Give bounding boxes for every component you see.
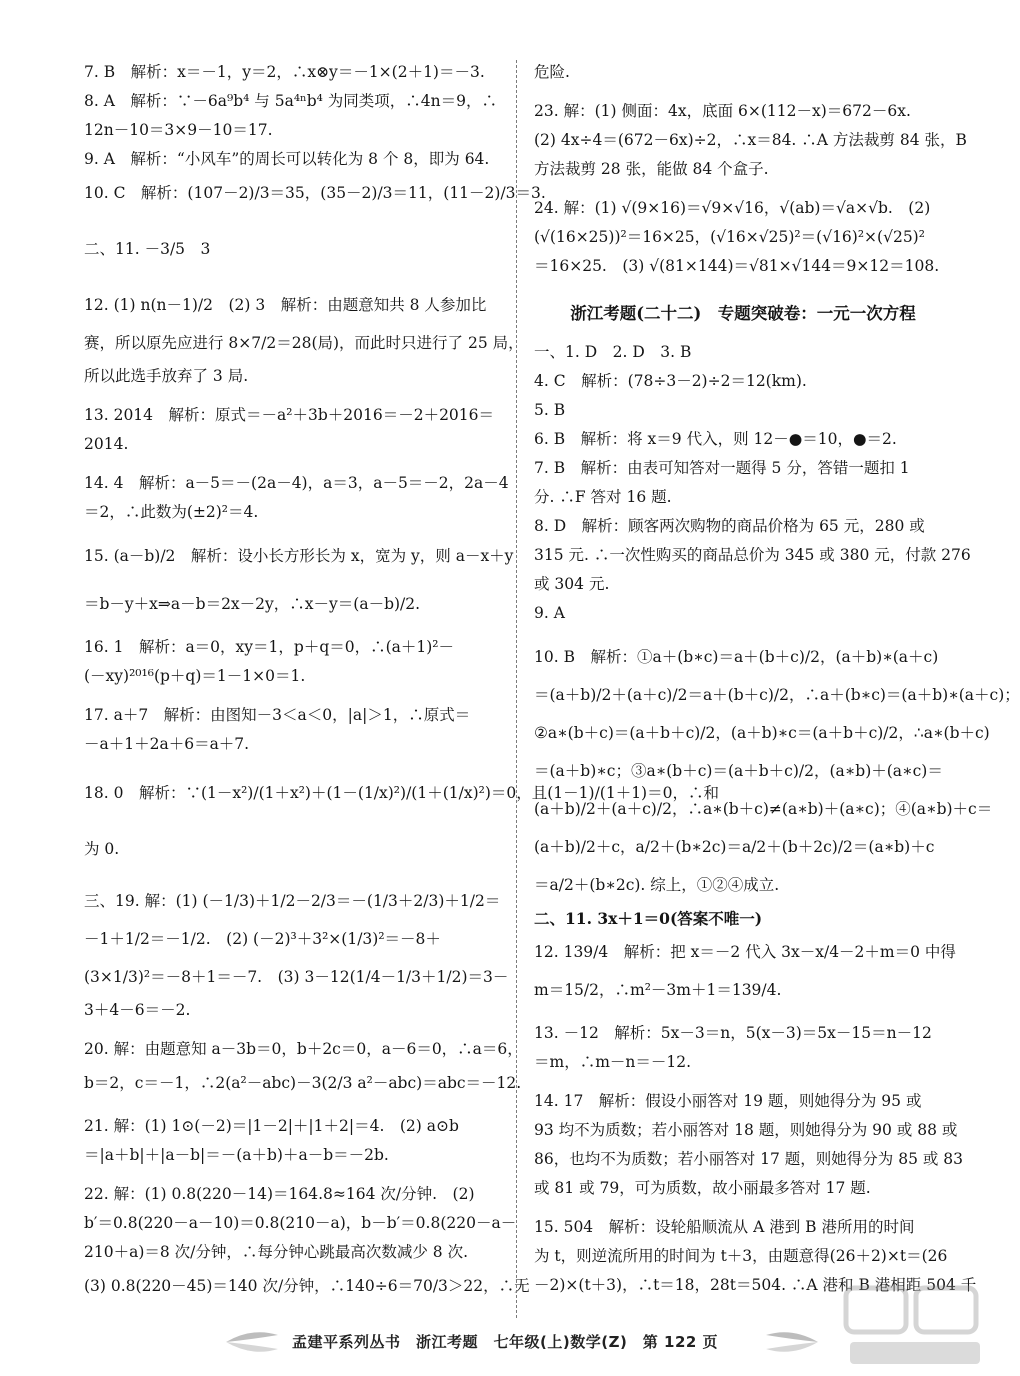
answer-line: 8. A 解析：∵－6a⁹b⁴ 与 5a⁴ⁿb⁴ 为同类项，∴4n＝9，∴	[84, 92, 498, 110]
answer-line: 5. B	[534, 401, 566, 419]
spacer	[84, 527, 496, 537]
answer-line: 21. 解：(1) 1⊙(－2)＝|1－2|＋|1＋2|＝4. (2) a⊙b	[84, 1117, 459, 1135]
answer-line: 15. (a－b)/2 解析：设小长方形长为 x，宽为 y，则 a－x＋y	[84, 547, 514, 565]
spacer	[84, 691, 496, 701]
answer-line: 一、1. D 2. D 3. B	[534, 343, 692, 361]
answer-line: b＝2，c＝－1，∴2(a²－abc)－3(2/3 a²－abc)＝abc＝－12.	[84, 1074, 522, 1092]
answer-line: (3×1/3)²＝－8＋1＝－7. (3) 3－12(1/4－1/3＋1/2)＝3－	[84, 968, 509, 986]
footer-text: 孟建平系列丛书 浙江考题 七年级(上)数学(Z) 第 122 页	[292, 1333, 719, 1351]
spacer	[84, 459, 496, 469]
spacer	[84, 212, 496, 230]
answer-line: (2) 4x÷4＝(672－6x)÷2，∴x＝84. ∴A 方法裁剪 84 张，B	[534, 131, 967, 149]
answer-line: (√(16×25))²＝16×25，(√16×√25)²＝(√16)²×(√25)²	[534, 228, 925, 246]
answer-line: 7. B 解析：由表可知答对一题得 5 分，答错一题扣 1	[534, 459, 910, 477]
answer-line: 3＋4－6＝－2.	[84, 1001, 191, 1019]
spacer	[534, 628, 952, 638]
answer-line: 20. 解：由题意知 a－3b＝0，b＋2c＝0，a－6＝0，∴a＝6，	[84, 1040, 523, 1058]
answer-line: 13. －12 解析：5x－3＝n，5(x－3)＝5x－15＝n－12	[534, 1024, 932, 1042]
answer-line: 14. 17 解析：假设小丽答对 19 题，则她得分为 95 或	[534, 1092, 922, 1110]
watermark-logo	[840, 1280, 990, 1372]
answer-line: 危险.	[534, 63, 570, 81]
answer-line: 16. 1 解析：a＝0，xy＝1，p＋q＝0，∴(a＋1)²－	[84, 638, 455, 656]
answer-line: 分. ∴F 答对 16 题.	[534, 488, 672, 506]
answer-line: 18. 0 解析：∵(1－x²)/(1＋x²)＋(1－(1/x)²)/(1＋(1/x)²)＝0，且(1－1)/(1＋1)＝0，∴和	[84, 784, 719, 802]
answer-line: 14. 4 解析：a－5＝－(2a－4)，a＝3，a－5＝－2，2a－4	[84, 474, 509, 492]
answer-line: (3) 0.8(220－45)＝140 次/分钟，∴140÷6＝70/3＞22，∴无	[84, 1277, 530, 1295]
answer-line: 4. C 解析：(78÷3－2)÷2＝12(km).	[534, 372, 807, 390]
answer-line: (a＋b)/2＋(a＋c)/2，∴a∗(b＋c)≠(a∗b)＋(a∗c)；④(a∗b)＋c＝	[534, 800, 993, 818]
answer-line: 或 304 元.	[534, 575, 610, 593]
answer-line: ＝a/2＋(b∗2c). 综上，①②④成立.	[534, 876, 780, 894]
section-title: 浙江考题(二十二) 专题突破卷：一元一次方程	[570, 304, 916, 323]
answer-line: 9. A 解析：“小风车”的周长可以转化为 8 个 8，即为 64.	[84, 150, 490, 168]
answer-line: 210＋a)＝8 次/分钟，∴每分钟心跳最高次数减少 8 次.	[84, 1243, 469, 1261]
answer-line: 9. A	[534, 604, 565, 622]
answer-line: 12n－10＝3×9－10＝17.	[84, 121, 273, 139]
spacer	[84, 1102, 496, 1112]
answer-line: 7. B 解析：x＝－1，y＝2，∴x⊗y＝－1×(2＋1)＝－3.	[84, 63, 485, 81]
answer-line: 6. B 解析：将 x＝9 代入，则 12－●＝10，●＝2.	[534, 430, 897, 448]
answer-line: 17. a＋7 解析：由图知－3＜a＜0，|a|＞1，∴原式＝	[84, 706, 471, 724]
answer-line: 为 t，则逆流所用的时间为 t＋3，由题意得(26＋2)×t＝(26	[534, 1247, 948, 1265]
spacer	[84, 759, 496, 769]
spacer	[534, 328, 952, 338]
spacer	[84, 268, 496, 286]
answer-line: (a＋b)/2＋c，a/2＋(b∗2c)＝a/2＋(b＋2c)/2＝(a∗b)＋c	[534, 838, 935, 856]
answer-line: 22. 解：(1) 0.8(220－14)＝164.8≈164 次/分钟. (2)	[84, 1185, 475, 1203]
answer-line: ＝m，∴m－n＝－12.	[534, 1053, 692, 1071]
answer-line: 86，也均不为质数；若小丽答对 17 题，则她得分为 85 或 83	[534, 1150, 964, 1168]
answer-line: ＝(a＋b)/2＋(a＋c)/2＝a＋(b＋c)/2，∴a＋(b∗c)＝(a＋b)∗(a＋c)；	[534, 686, 1020, 704]
answer-line: b′＝0.8(220－a－10)＝0.8(210－a)，b－b′＝0.8(220－a－	[84, 1214, 517, 1232]
spacer	[534, 281, 952, 299]
answer-line: 方法裁剪 28 张，能做 84 个盒子.	[534, 160, 769, 178]
spacer	[84, 1025, 496, 1035]
spacer	[84, 864, 496, 882]
answer-line: 93 均不为质数；若小丽答对 18 题，则她得分为 90 或 88 或	[534, 1121, 958, 1139]
answer-line: 315 元. ∴一次性购买的商品总价为 345 或 380 元，付款 276	[534, 546, 971, 564]
answer-line: －2)×(t＋3)，∴t＝18，28t＝504. ∴A 港和 B 港相距 504 千	[534, 1276, 977, 1294]
answer-line: 三、19. 解：(1) (－1/3)＋1/2－2/3＝－(1/3＋2/3)＋1/2＝	[84, 892, 501, 910]
answer-line: ＝|a＋b|＋|a－b|＝－(a＋b)＋a－b＝－2b.	[84, 1146, 389, 1164]
spacer	[534, 87, 952, 97]
spacer	[84, 817, 496, 835]
answer-line: －1＋1/2＝－1/2. (2) (－2)³＋3²×(1/3)²＝－8＋	[84, 930, 441, 948]
spacer	[534, 1203, 952, 1213]
answer-line: ＝2，∴此数为(±2)²＝4.	[84, 503, 259, 521]
right-column	[534, 58, 1020, 1300]
answer-line: 或 81 或 79，可为质数，故小丽最多答对 17 题.	[534, 1179, 871, 1197]
answer-line: ＝b－y＋x⇒a－b＝2x－2y，∴x－y＝(a－b)/2.	[84, 595, 421, 613]
answer-line: －a＋1＋2a＋6＝a＋7.	[84, 735, 250, 753]
spacer	[534, 184, 952, 194]
answer-line: (－xy)²⁰¹⁶(p＋q)＝1－1×0＝1.	[84, 667, 306, 685]
column-divider	[516, 60, 517, 1318]
spacer	[84, 391, 496, 401]
answer-line: 12. (1) n(n－1)/2 (2) 3 解析：由题意知共 8 人参加比	[84, 296, 487, 314]
spacer	[84, 575, 496, 585]
answer-line: 12. 139/4 解析：把 x＝－2 代入 3x－x/4－2＋m＝0 中得	[534, 943, 956, 961]
answer-line: 二、11. －3/5 3	[84, 240, 211, 258]
answer-line: ＝16×25. (3) √(81×144)＝√81×√144＝9×12＝108.	[534, 257, 940, 275]
spacer	[84, 1170, 496, 1180]
answer-line: 10. C 解析：(107－2)/3＝35，(35－2)/3＝11，(11－2)/3＝3.	[84, 184, 546, 202]
answer-line: ＝(a＋b)∗c；③a∗(b＋c)＝(a＋b＋c)/2，(a∗b)＋(a∗c)＝	[534, 762, 943, 780]
answer-line: m＝15/2，∴m²－3m＋1＝139/4.	[534, 981, 782, 999]
answer-line: 10. B 解析：①a＋(b∗c)＝a＋(b＋c)/2，(a＋b)∗(a＋c)	[534, 648, 939, 666]
spacer	[534, 1077, 952, 1087]
answer-line: 二、11. 3x＋1＝0(答案不唯一)	[534, 909, 763, 928]
answer-line: 13. 2014 解析：原式＝－a²＋3b＋2016＝－2＋2016＝	[84, 406, 495, 424]
answer-line: 24. 解：(1) √(9×16)＝√9×√16，√(ab)＝√a×√b. (2)	[534, 199, 931, 217]
answer-line: 23. 解：(1) 侧面：4x，底面 6×(112－x)＝672－6x.	[534, 102, 911, 120]
spacer	[84, 623, 496, 633]
answer-line: 15. 504 解析：设轮船顺流从 A 港到 B 港所用的时间	[534, 1218, 915, 1236]
answer-line: 赛，所以原先应进行 8×7/2＝28(局)，而此时只进行了 25 局，	[84, 334, 524, 352]
spacer	[534, 1009, 952, 1019]
answer-line: ②a∗(b＋c)＝(a＋b＋c)/2，(a＋b)∗c＝(a＋b＋c)/2，∴a∗(b＋c)	[534, 724, 990, 742]
answer-line: 所以此选手放弃了 3 局.	[84, 367, 249, 385]
answer-line: 为 0.	[84, 840, 120, 858]
answer-line: 8. D 解析：顾客两次购物的商品价格为 65 元，280 或	[534, 517, 925, 535]
answer-line: 2014.	[84, 435, 129, 453]
feather-ornament-icon	[762, 1325, 822, 1359]
feather-ornament-icon	[222, 1325, 282, 1359]
